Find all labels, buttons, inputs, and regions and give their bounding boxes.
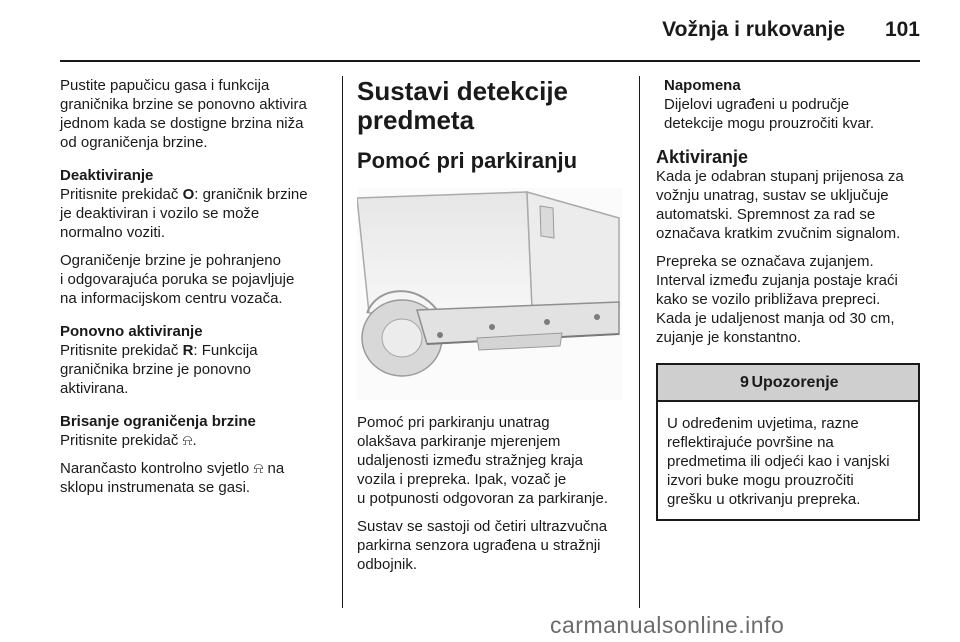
text-line: olakšava parkiranje mjerenjem [357, 433, 561, 450]
warning-box [656, 363, 920, 521]
subsection-title: Pomoć pri parkiranju [357, 148, 578, 173]
text-line: graničnika brzine je ponovno [60, 361, 251, 378]
column-divider [342, 76, 343, 608]
text-line: graničnika brzine se ponovno aktivira [60, 96, 307, 113]
delete-paragraph [60, 431, 328, 450]
van-rear-image [357, 188, 622, 400]
reactivate-paragraph [60, 341, 328, 398]
vehicle-rear-illustration [357, 188, 622, 400]
page-header [0, 0, 960, 62]
column-divider [639, 76, 640, 608]
text-fragment: na [263, 460, 285, 477]
text-line: izvori buke mogu prouzročiti [667, 472, 854, 489]
text-fragment: : Funkcija [193, 342, 258, 359]
text-line: vozila i prepreka. Ipak, vozač je [357, 471, 567, 488]
deactivate-paragraph [60, 185, 328, 242]
resume-switch-icon: R [182, 342, 194, 359]
text-line: u potpunosti odgovoran za parkiranje. [357, 490, 609, 507]
text-line: udaljenosti između stražnjeg kraja [357, 452, 583, 469]
deactivate-heading: Deaktiviranje [60, 167, 154, 184]
activation-paragraph [656, 167, 922, 243]
text-line: Pustite papučicu gasa i funkcija [60, 77, 270, 94]
watermark: carmanualsonline.info [550, 612, 785, 638]
chapter-title: Vožnja i rukovanje [662, 18, 845, 41]
text-line: Kada je odabran stupanj prijenosa za [656, 168, 904, 185]
text-line: zujanje je konstantno. [656, 329, 802, 346]
text-line: Prepreka se označava zujanjem. [656, 253, 874, 270]
text-line [60, 459, 328, 478]
text-fragment: Pritisnite prekidač [60, 342, 183, 359]
off-switch-icon: O [182, 186, 195, 203]
text-line: grešku u otkrivanju prepreka. [667, 491, 861, 508]
warning-body [658, 402, 918, 519]
page-number: 101 [884, 18, 920, 41]
obstacle-paragraph [656, 252, 922, 347]
text-line: jednom kada se dostigne brzina niža [60, 115, 304, 132]
header-rule [60, 60, 920, 62]
warning-icon: 9 [739, 374, 749, 391]
column-left [60, 76, 328, 506]
speed-limiter-icon: ⍾ [253, 460, 264, 477]
delete-heading: Brisanje ograničenja brzine [60, 413, 256, 430]
text-line: predmetima ili odjeći kao i vanjski [667, 453, 890, 470]
text-line: automatski. Spremnost za rad se [656, 206, 876, 223]
text-line [60, 431, 328, 450]
text-fragment: Pritisnite prekidač [60, 432, 183, 449]
text-line: na informacijskom centru vozača. [60, 290, 283, 307]
sensors-paragraph [357, 517, 627, 574]
note-heading: Napomena [664, 77, 741, 94]
activation-heading: Aktiviranje [656, 147, 749, 167]
text-fragment: Narančasto kontrolno svjetlo [60, 460, 254, 477]
text-line: detekcije mogu prouzročiti kvar. [664, 115, 875, 132]
text-line: Sustav se sastoji od četiri ultrazvučna [357, 518, 608, 535]
text-line: parkirna senzora ugrađena u stražnji [357, 537, 601, 554]
parking-assist-paragraph [357, 413, 627, 508]
text-line: sklopu instrumenata se gasi. [60, 479, 251, 496]
text-line: aktivirana. [60, 380, 129, 397]
intro-paragraph [60, 76, 328, 152]
text-line [60, 185, 328, 204]
text-line: i odgovarajuća poruka se pojavljuje [60, 271, 295, 288]
warning-header [658, 365, 918, 402]
text-line: reflektirajuće površine na [667, 434, 834, 451]
reactivate-heading: Ponovno aktiviranje [60, 323, 203, 340]
text-line: U određenim uvjetima, razne [667, 415, 859, 432]
text-fragment: Pritisnite prekidač [60, 186, 183, 203]
text-line: je deaktiviran i vozilo se može [60, 205, 260, 222]
text-line: od ograničenja brzine. [60, 134, 208, 151]
text-line: kako se vozilo približava prepreci. [656, 291, 881, 308]
text-fragment: : graničnik brzine [194, 186, 308, 203]
speed-limiter-icon: ⍾ [182, 432, 193, 449]
text-line: Dijelovi ugrađeni u područje [664, 96, 850, 113]
text-line: normalno voziti. [60, 224, 166, 241]
stored-limit-paragraph [60, 251, 328, 308]
note-block [656, 76, 922, 133]
text-line: vožnju unatrag, sustav se uključuje [656, 187, 889, 204]
column-right [656, 76, 922, 521]
warning-heading: Upozorenje [751, 374, 839, 391]
text-line: odbojnik. [357, 556, 418, 573]
control-light-paragraph [60, 459, 328, 497]
text-line: označava kratkim zvučnim signalom. [656, 225, 901, 242]
text-fragment: . [192, 432, 197, 449]
text-line: Interval između zujanja postaje kraći [656, 272, 898, 289]
text-line [60, 341, 328, 360]
section-title: Sustavi detekcije [357, 76, 568, 106]
text-line: Ograničenje brzine je pohranjeno [60, 252, 281, 269]
text-line: Pomoć pri parkiranju unatrag [357, 414, 550, 431]
column-middle [357, 76, 627, 583]
section-title: predmeta [357, 105, 475, 135]
text-line: Kada je udaljenost manja od 30 cm, [656, 310, 895, 327]
